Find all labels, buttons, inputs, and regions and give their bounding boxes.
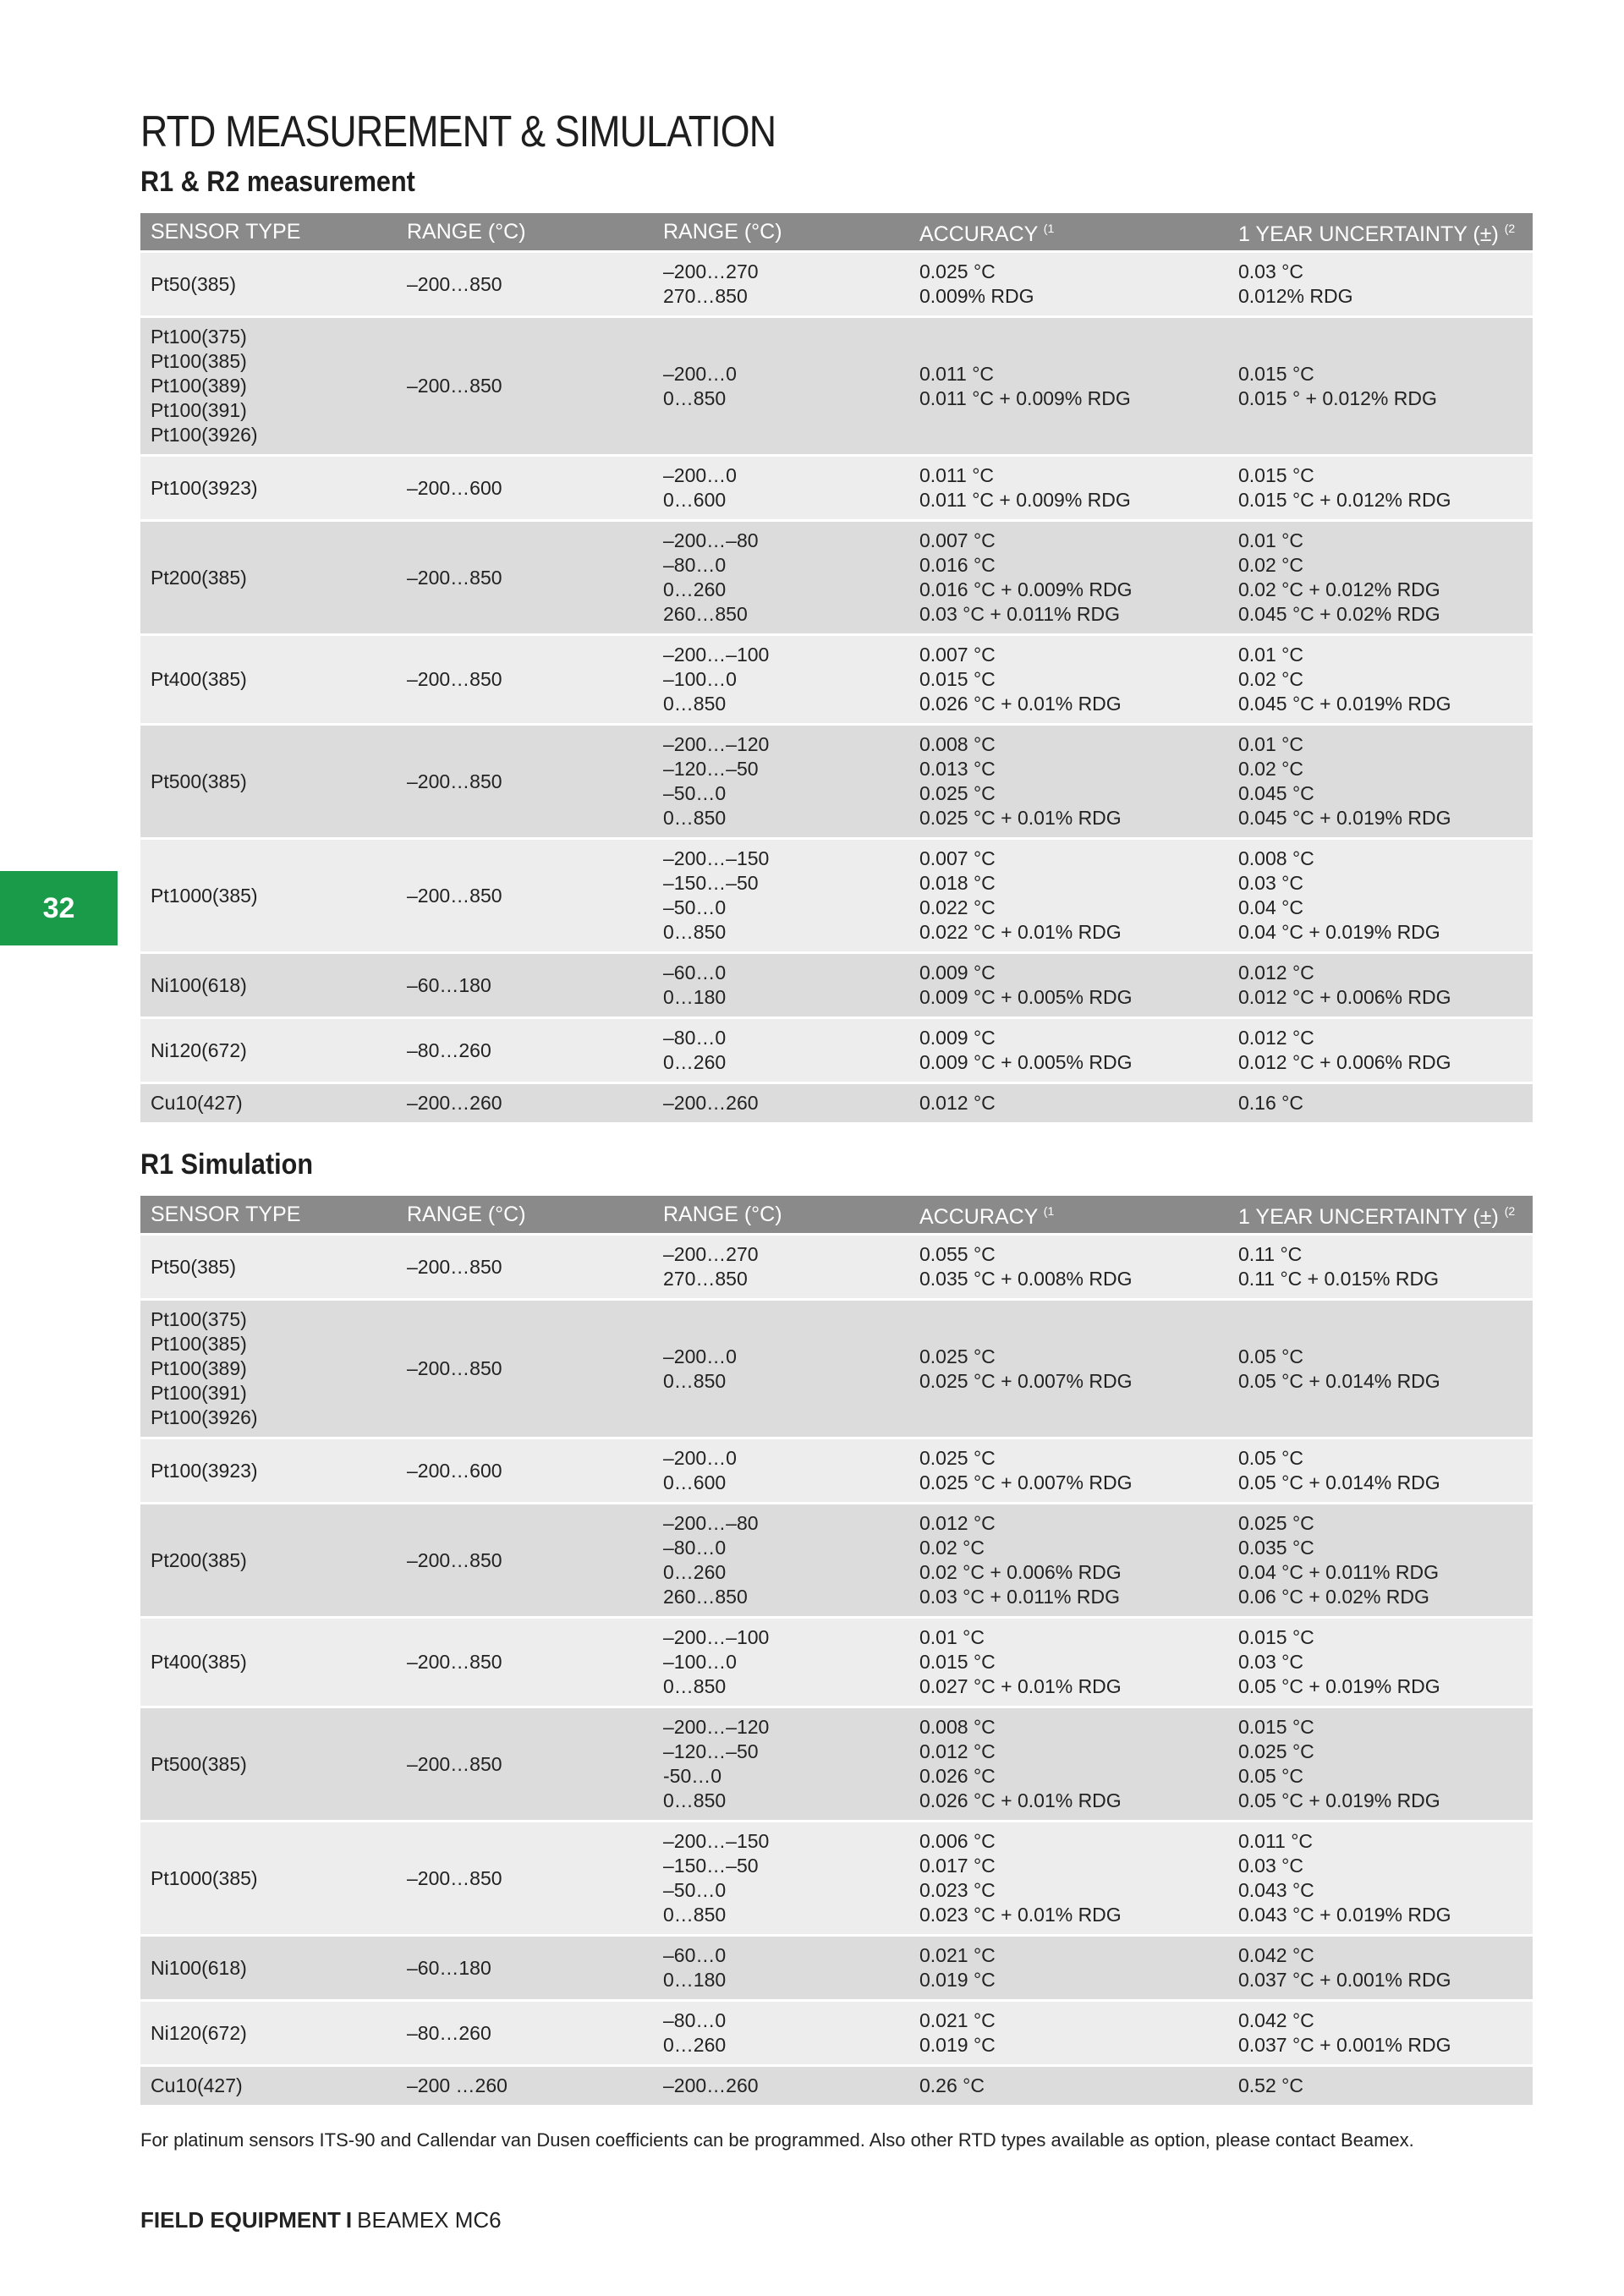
footnote-ref-2: (2 <box>1504 222 1516 235</box>
uncertainty-cell: 0.16 °C <box>1228 1083 1533 1123</box>
range-cell: –200…850 <box>397 1822 653 1936</box>
subrange-cell: –200…–150 –150…–50 –50…0 0…850 <box>653 1822 909 1936</box>
sensor-type-cell: Cu10(427) <box>140 2066 397 2106</box>
table-row <box>140 1235 1533 1300</box>
uncertainty-cell: 0.011 °C 0.03 °C 0.043 °C 0.043 °C + 0.019% RDG <box>1228 1822 1533 1936</box>
range-cell: –200…600 <box>397 456 653 521</box>
table-row <box>140 1438 1533 1504</box>
simulation-table <box>140 1196 1533 2105</box>
uncertainty-cell: 0.015 °C 0.015 ° + 0.012% RDG <box>1228 317 1533 456</box>
uncertainty-cell: 0.11 °C 0.11 °C + 0.015% RDG <box>1228 1235 1533 1300</box>
range-cell: –200…850 <box>397 725 653 839</box>
sensor-type-cell: Ni100(618) <box>140 953 397 1018</box>
footer-section: FIELD EQUIPMENT <box>140 2207 341 2233</box>
range-cell: –200…850 <box>397 317 653 456</box>
uncertainty-cell: 0.05 °C 0.05 °C + 0.014% RDG <box>1228 1300 1533 1438</box>
table-row <box>140 1300 1533 1438</box>
sensor-type-cell: Pt400(385) <box>140 1618 397 1707</box>
table-row <box>140 953 1533 1018</box>
page-title: RTD MEASUREMENT & SIMULATION <box>140 107 776 156</box>
accuracy-cell: 0.055 °C 0.035 °C + 0.008% RDG <box>909 1235 1228 1300</box>
table-header-row <box>140 213 1533 252</box>
table-row <box>140 725 1533 839</box>
subrange-cell: –200…270 270…850 <box>653 1235 909 1300</box>
sensor-type-cell: Pt500(385) <box>140 1707 397 1822</box>
range-cell: –200…260 <box>397 1083 653 1123</box>
sensor-type-cell: Pt100(375) Pt100(385) Pt100(389) Pt100(391) Pt100(3926) <box>140 317 397 456</box>
subrange-cell: –200…270 270…850 <box>653 252 909 317</box>
table-row <box>140 1504 1533 1618</box>
footnote-ref-2: (2 <box>1504 1204 1516 1218</box>
sensor-type-cell: Pt200(385) <box>140 1504 397 1618</box>
sensor-type-cell: Pt50(385) <box>140 1235 397 1300</box>
accuracy-cell: 0.012 °C 0.02 °C 0.02 °C + 0.006% RDG 0.03 °C + 0.011% RDG <box>909 1504 1228 1618</box>
uncertainty-cell: 0.01 °C 0.02 °C 0.045 °C + 0.019% RDG <box>1228 635 1533 725</box>
accuracy-cell: 0.021 °C 0.019 °C <box>909 1936 1228 2001</box>
table-row <box>140 1822 1533 1936</box>
table-row <box>140 1618 1533 1707</box>
accuracy-cell: 0.009 °C 0.009 °C + 0.005% RDG <box>909 953 1228 1018</box>
range-cell: –200…600 <box>397 1438 653 1504</box>
range-cell: –200…850 <box>397 839 653 953</box>
range-cell: –80…260 <box>397 2001 653 2066</box>
column-header-accuracy: ACCURACY $^{(1}$ <box>909 1196 1228 1235</box>
simulation-table-body <box>140 1235 1533 2106</box>
column-header-uncertainty: 1 YEAR UNCERTAINTY (±) $^{(2}$ <box>1228 1196 1533 1235</box>
range-cell: –200…850 <box>397 252 653 317</box>
subrange-cell: –200…–100 –100…0 0…850 <box>653 1618 909 1707</box>
column-header-range-sub: RANGE (°C) <box>653 1196 909 1235</box>
accuracy-cell: 0.021 °C 0.019 °C <box>909 2001 1228 2066</box>
table-row <box>140 2066 1533 2106</box>
table-row <box>140 1707 1533 1822</box>
uncertainty-cell: 0.52 °C <box>1228 2066 1533 2106</box>
page-number-tab: 32 <box>0 871 118 945</box>
subrange-cell: –80…0 0…260 <box>653 1018 909 1083</box>
range-cell: –200…850 <box>397 1235 653 1300</box>
sensor-type-cell: Pt100(3923) <box>140 456 397 521</box>
uncertainty-cell: 0.015 °C 0.03 °C 0.05 °C + 0.019% RDG <box>1228 1618 1533 1707</box>
sensor-type-cell: Pt400(385) <box>140 635 397 725</box>
table-row <box>140 2001 1533 2066</box>
uncertainty-cell: 0.01 °C 0.02 °C 0.045 °C 0.045 °C + 0.019% RDG <box>1228 725 1533 839</box>
subrange-cell: –200…–100 –100…0 0…850 <box>653 635 909 725</box>
accuracy-cell: 0.006 °C 0.017 °C 0.023 °C 0.023 °C + 0.01% RDG <box>909 1822 1228 1936</box>
range-cell: –200 …260 <box>397 2066 653 2106</box>
subrange-cell: –200…260 <box>653 1083 909 1123</box>
subrange-cell: –60…0 0…180 <box>653 953 909 1018</box>
uncertainty-cell: 0.008 °C 0.03 °C 0.04 °C 0.04 °C + 0.019% RDG <box>1228 839 1533 953</box>
range-cell: –60…180 <box>397 1936 653 2001</box>
accuracy-cell: 0.007 °C 0.016 °C 0.016 °C + 0.009% RDG 0.03 °C + 0.011% RDG <box>909 521 1228 635</box>
subrange-cell: –200…0 0…850 <box>653 317 909 456</box>
column-header-sensor-type: SENSOR TYPE <box>140 1196 397 1235</box>
sensor-type-cell: Cu10(427) <box>140 1083 397 1123</box>
subrange-cell: –200…–80 –80…0 0…260 260…850 <box>653 1504 909 1618</box>
table-row <box>140 1083 1533 1123</box>
accuracy-cell: 0.011 °C 0.011 °C + 0.009% RDG <box>909 456 1228 521</box>
sensor-type-cell: Pt200(385) <box>140 521 397 635</box>
sensor-type-cell: Ni100(618) <box>140 1936 397 2001</box>
table-row <box>140 635 1533 725</box>
subrange-cell: –200…–80 –80…0 0…260 260…850 <box>653 521 909 635</box>
range-cell: –200…850 <box>397 635 653 725</box>
subrange-cell: –200…0 0…850 <box>653 1300 909 1438</box>
range-cell: –60…180 <box>397 953 653 1018</box>
table-row <box>140 1936 1533 2001</box>
sensor-type-cell: Pt50(385) <box>140 252 397 317</box>
accuracy-cell: 0.009 °C 0.009 °C + 0.005% RDG <box>909 1018 1228 1083</box>
range-cell: –200…850 <box>397 1707 653 1822</box>
sensor-type-cell: Pt100(3923) <box>140 1438 397 1504</box>
column-header-range: RANGE (°C) <box>397 1196 653 1235</box>
accuracy-cell: 0.025 °C 0.025 °C + 0.007% RDG <box>909 1300 1228 1438</box>
table-row <box>140 521 1533 635</box>
uncertainty-cell: 0.015 °C 0.025 °C 0.05 °C 0.05 °C + 0.019% RDG <box>1228 1707 1533 1822</box>
footnote-ref-1: (1 <box>1043 1204 1055 1218</box>
simulation-section-title: R1 Simulation <box>140 1148 314 1181</box>
accuracy-cell: 0.012 °C <box>909 1083 1228 1123</box>
table-row <box>140 456 1533 521</box>
uncertainty-cell: 0.05 °C 0.05 °C + 0.014% RDG <box>1228 1438 1533 1504</box>
table-row <box>140 1018 1533 1083</box>
column-header-sensor-type: SENSOR TYPE <box>140 213 397 252</box>
range-cell: –200…850 <box>397 521 653 635</box>
uncertainty-cell: 0.025 °C 0.035 °C 0.04 °C + 0.011% RDG 0.06 °C + 0.02% RDG <box>1228 1504 1533 1618</box>
accuracy-cell: 0.008 °C 0.012 °C 0.026 °C 0.026 °C + 0.01% RDG <box>909 1707 1228 1822</box>
column-header-uncertainty: 1 YEAR UNCERTAINTY (±) $^{(2}$ <box>1228 213 1533 252</box>
subrange-cell: –200…260 <box>653 2066 909 2106</box>
range-cell: –200…850 <box>397 1504 653 1618</box>
subrange-cell: –200…0 0…600 <box>653 1438 909 1504</box>
column-header-range: RANGE (°C) <box>397 213 653 252</box>
column-header-accuracy: ACCURACY $^{(1}$ <box>909 213 1228 252</box>
footer-separator: I <box>345 2207 353 2233</box>
table-header-row <box>140 1196 1533 1235</box>
accuracy-cell: 0.025 °C 0.009% RDG <box>909 252 1228 317</box>
footnote-text: For platinum sensors ITS-90 and Callendar van Dusen coefficients can be programmed. Also other RTD types available as option, please contact Beamex. <box>140 2129 1414 2151</box>
accuracy-cell: 0.01 °C 0.015 °C 0.027 °C + 0.01% RDG <box>909 1618 1228 1707</box>
subrange-cell: –200…–120 –120…–50 –50…0 0…850 <box>653 725 909 839</box>
sensor-type-cell: Pt500(385) <box>140 725 397 839</box>
range-cell: –80…260 <box>397 1018 653 1083</box>
subrange-cell: –200…–150 –150…–50 –50…0 0…850 <box>653 839 909 953</box>
sensor-type-cell: Pt1000(385) <box>140 1822 397 1936</box>
measurement-section-title: R1 & R2 measurement <box>140 166 415 198</box>
sensor-type-cell: Ni120(672) <box>140 2001 397 2066</box>
range-cell: –200…850 <box>397 1300 653 1438</box>
measurement-table-body <box>140 252 1533 1123</box>
page-footer <box>140 2207 502 2233</box>
uncertainty-cell: 0.012 °C 0.012 °C + 0.006% RDG <box>1228 953 1533 1018</box>
table-row <box>140 839 1533 953</box>
subrange-cell: –60…0 0…180 <box>653 1936 909 2001</box>
table-row <box>140 252 1533 317</box>
uncertainty-cell: 0.015 °C 0.015 °C + 0.012% RDG <box>1228 456 1533 521</box>
measurement-table <box>140 213 1533 1122</box>
accuracy-cell: 0.011 °C 0.011 °C + 0.009% RDG <box>909 317 1228 456</box>
uncertainty-cell: 0.03 °C 0.012% RDG <box>1228 252 1533 317</box>
accuracy-cell: 0.025 °C 0.025 °C + 0.007% RDG <box>909 1438 1228 1504</box>
footnote-ref-1: (1 <box>1043 222 1055 235</box>
sensor-type-cell: Ni120(672) <box>140 1018 397 1083</box>
uncertainty-cell: 0.012 °C 0.012 °C + 0.006% RDG <box>1228 1018 1533 1083</box>
subrange-cell: –200…–120 –120…–50 -50…0 0…850 <box>653 1707 909 1822</box>
table-row <box>140 317 1533 456</box>
accuracy-cell: 0.26 °C <box>909 2066 1228 2106</box>
column-header-range-sub: RANGE (°C) <box>653 213 909 252</box>
accuracy-cell: 0.008 °C 0.013 °C 0.025 °C 0.025 °C + 0.01% RDG <box>909 725 1228 839</box>
subrange-cell: –200…0 0…600 <box>653 456 909 521</box>
accuracy-cell: 0.007 °C 0.015 °C 0.026 °C + 0.01% RDG <box>909 635 1228 725</box>
sensor-type-cell: Pt1000(385) <box>140 839 397 953</box>
uncertainty-cell: 0.042 °C 0.037 °C + 0.001% RDG <box>1228 1936 1533 2001</box>
subrange-cell: –80…0 0…260 <box>653 2001 909 2066</box>
footer-product: BEAMEX MC6 <box>357 2207 502 2233</box>
uncertainty-cell: 0.042 °C 0.037 °C + 0.001% RDG <box>1228 2001 1533 2066</box>
sensor-type-cell: Pt100(375) Pt100(385) Pt100(389) Pt100(391) Pt100(3926) <box>140 1300 397 1438</box>
accuracy-cell: 0.007 °C 0.018 °C 0.022 °C 0.022 °C + 0.01% RDG <box>909 839 1228 953</box>
range-cell: –200…850 <box>397 1618 653 1707</box>
uncertainty-cell: 0.01 °C 0.02 °C 0.02 °C + 0.012% RDG 0.045 °C + 0.02% RDG <box>1228 521 1533 635</box>
